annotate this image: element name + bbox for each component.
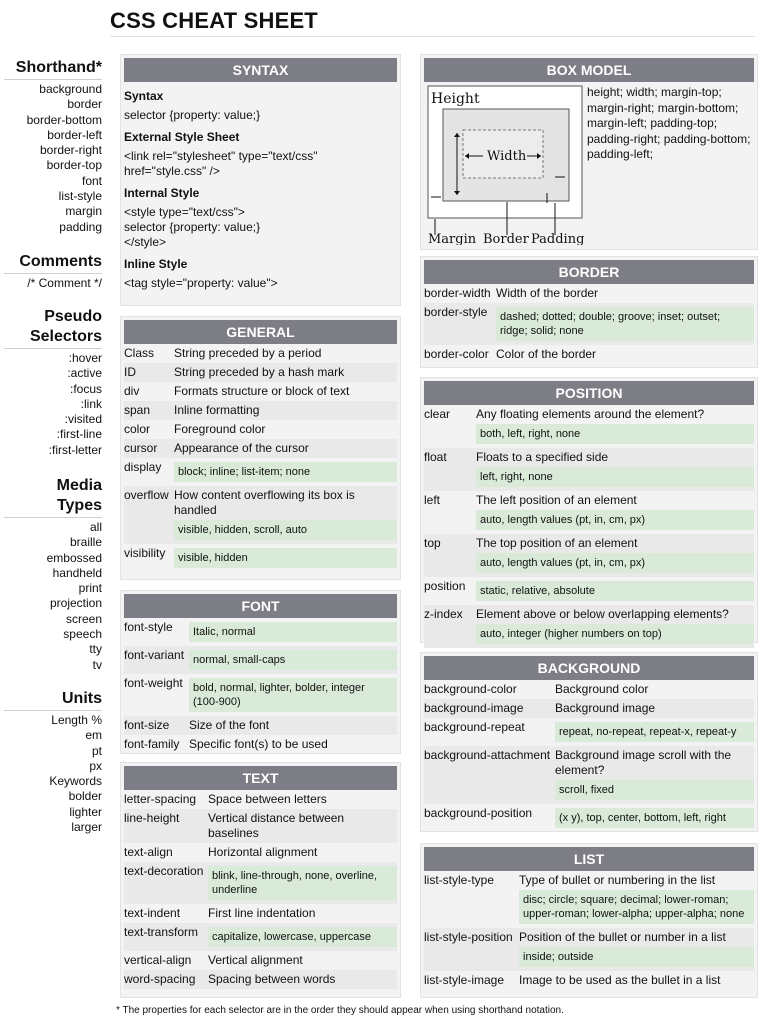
- sidebar-list-item: pt: [91, 743, 102, 758]
- property-value: [189, 718, 397, 733]
- property-name: cursor: [124, 441, 158, 455]
- property-name: clear: [424, 407, 451, 421]
- diagram-height-label: Height: [431, 91, 480, 107]
- property-value: [174, 546, 397, 570]
- property-description: Element above or below overlapping elements?: [476, 607, 729, 621]
- property-row: [124, 735, 397, 754]
- syntax-code: [124, 276, 397, 291]
- property-values-badge: auto, integer (higher numbers on top): [476, 624, 754, 644]
- property-description: Background image scroll with the element?: [555, 748, 732, 777]
- property-description: Foreground color: [174, 422, 266, 436]
- property-row: [124, 439, 397, 458]
- syntax-code-line: selector {property: value;}: [124, 220, 261, 234]
- property-value: [208, 953, 397, 968]
- property-values-badge: auto, length values (pt, in, cm, px): [476, 510, 754, 530]
- syntax-header: SYNTAX: [124, 58, 397, 82]
- property-description: Width of the border: [496, 286, 599, 300]
- property-name: background-attachment: [424, 748, 551, 762]
- property-row: [124, 904, 397, 923]
- sidebar-list-item: border-right: [39, 143, 102, 158]
- property-name: text-align: [124, 845, 173, 859]
- property-row: [124, 716, 397, 735]
- background-rows: [424, 680, 754, 832]
- property-description: Position of the bullet or number in a list: [519, 930, 726, 944]
- sidebar-list-item: :hover: [68, 351, 102, 365]
- syntax-code-line: selector {property: value;}: [124, 108, 261, 122]
- property-description: String preceded by a period: [174, 346, 322, 360]
- property-value: [208, 792, 397, 807]
- property-description: Any floating elements around the element?: [476, 407, 705, 421]
- property-row: [124, 401, 397, 420]
- property-description: Vertical alignment: [208, 953, 303, 967]
- syntax-code-line: href="style.css" />: [124, 164, 220, 178]
- property-value: [476, 493, 754, 532]
- property-values-badge: disc; circle; square; decimal; lower-roman; upper-roman; lower-alpha; upper-alpha; none: [519, 890, 754, 924]
- syntax-code-line: <link rel="stylesheet" type="text/css": [124, 149, 318, 163]
- property-values-badge: (x y), top, center, bottom, left, right: [555, 808, 754, 828]
- syntax-section-label: External Style Sheet: [124, 130, 240, 144]
- property-values-badge: scroll, fixed: [555, 780, 754, 800]
- property-description: Appearance of the cursor: [174, 441, 309, 455]
- property-row: [124, 458, 397, 486]
- property-value: [208, 864, 397, 902]
- units-heading: Units: [4, 689, 102, 711]
- property-row: [424, 680, 754, 699]
- property-value: [519, 930, 754, 969]
- position-header: POSITION: [424, 381, 754, 405]
- property-name: div: [124, 384, 140, 398]
- property-value: [519, 973, 754, 988]
- property-name: border-color: [424, 347, 489, 361]
- property-value: [496, 305, 754, 343]
- property-name: background-image: [424, 701, 524, 715]
- comments-heading: Comments: [4, 252, 102, 274]
- property-value: [174, 346, 397, 361]
- property-name: z-index: [424, 607, 463, 621]
- diagram-width-label: Width: [487, 149, 527, 164]
- sidebar-list-item: lighter: [69, 804, 102, 819]
- border-panel: [420, 256, 758, 368]
- property-name: background-repeat: [424, 720, 525, 734]
- units-list: [4, 713, 102, 835]
- property-row: [124, 646, 397, 674]
- syntax-code: [124, 149, 397, 179]
- background-panel: [420, 652, 758, 832]
- property-name: border-width: [424, 286, 491, 300]
- property-row: [424, 284, 754, 303]
- property-row: [124, 382, 397, 401]
- property-description: Inline formatting: [174, 403, 260, 417]
- text-header: TEXT: [124, 766, 397, 790]
- property-values-badge: block; inline; list-item; none: [174, 462, 397, 482]
- diagram-margin-label: Margin: [428, 232, 477, 245]
- property-row: [124, 923, 397, 951]
- property-name: vertical-align: [124, 953, 192, 967]
- property-value: [208, 906, 397, 921]
- property-value: [208, 845, 397, 860]
- shorthand-list: [4, 82, 102, 235]
- property-values-badge: visible, hidden, scroll, auto: [174, 520, 397, 540]
- sidebar-list-item: background: [39, 82, 102, 96]
- syntax-code-line: </style>: [124, 235, 167, 249]
- property-row: [124, 544, 397, 572]
- property-row: [424, 605, 754, 648]
- property-value: [476, 607, 754, 646]
- property-row: [424, 577, 754, 605]
- sidebar-list-item: padding: [59, 219, 102, 234]
- property-name: span: [124, 403, 151, 417]
- property-values-badge: auto, length values (pt, in, cm, px): [476, 553, 754, 573]
- syntax-code: [124, 205, 397, 250]
- pseudo-heading-1: Pseudo: [44, 308, 102, 325]
- syntax-panel: [120, 54, 401, 306]
- sidebar-list-item: border: [67, 97, 102, 112]
- general-rows: [124, 344, 397, 572]
- property-row: [424, 718, 754, 746]
- syntax-code: [124, 108, 397, 123]
- property-row: [424, 804, 754, 832]
- property-values-badge: inside; outside: [519, 947, 754, 967]
- property-name: font-family: [124, 737, 180, 751]
- sidebar-list-item: :link: [80, 396, 102, 411]
- media-list: [4, 520, 102, 673]
- property-value: [208, 972, 397, 987]
- sidebar-list-item: :visited: [64, 412, 102, 427]
- sidebar-list-item: projection: [49, 596, 102, 611]
- property-row: [124, 420, 397, 439]
- sidebar-list-item: :first-line: [56, 427, 102, 442]
- syntax-body: [121, 82, 400, 291]
- sidebar-list-item: font: [81, 173, 102, 188]
- property-name: border-style: [424, 305, 488, 319]
- sidebar-list-item: :focus: [69, 381, 102, 396]
- property-value: [476, 579, 754, 603]
- footnote: * The properties for each selector are in the order they should appear when using shorthand notation.: [116, 1005, 564, 1016]
- property-row: [424, 699, 754, 718]
- property-row: [124, 970, 397, 989]
- text-rows: [124, 790, 397, 989]
- sidebar-shorthand: [4, 58, 102, 235]
- property-values-badge: Italic, normal: [189, 622, 397, 642]
- property-values-badge: static, relative, absolute: [476, 581, 754, 601]
- title-divider: [110, 36, 755, 37]
- property-value: [519, 873, 754, 926]
- sidebar-list-item: em: [85, 728, 102, 743]
- property-value: [496, 347, 754, 362]
- sidebar-list-item: border-left: [47, 127, 102, 142]
- property-name: list-style-type: [424, 873, 495, 887]
- property-name: left: [424, 493, 441, 507]
- property-row: [424, 345, 754, 364]
- property-value: [476, 536, 754, 575]
- property-description: Size of the font: [189, 718, 270, 732]
- property-row: [424, 871, 754, 928]
- list-rows: [424, 871, 754, 990]
- property-row: [424, 928, 754, 971]
- sidebar-list-item: Keywords: [49, 774, 102, 789]
- sidebar-list-item: handheld: [52, 565, 102, 580]
- syntax-code-line: <tag style="property: value">: [124, 276, 278, 290]
- property-description: Image to be used as the bullet in a list: [519, 973, 721, 987]
- property-name: font-size: [124, 718, 170, 732]
- property-value: [174, 488, 397, 542]
- property-description: Color of the border: [496, 347, 597, 361]
- property-description: Spacing between words: [208, 972, 336, 986]
- sidebar-list-item: border-top: [46, 158, 102, 173]
- syntax-section-label: Syntax: [124, 89, 164, 103]
- property-name: font-variant: [124, 648, 185, 662]
- property-description: The left position of an element: [476, 493, 637, 507]
- property-description: String preceded by a hash mark: [174, 365, 345, 379]
- pseudo-list: [4, 351, 102, 458]
- list-header: LIST: [424, 847, 754, 871]
- sidebar-list-item: bolder: [68, 789, 102, 804]
- sidebar-list-item: :first-letter: [48, 442, 102, 457]
- property-description: The top position of an element: [476, 536, 638, 550]
- general-panel: [120, 316, 401, 580]
- sidebar-list-item: :active: [67, 366, 102, 381]
- sidebar-list-item: print: [78, 581, 102, 596]
- property-name: text-indent: [124, 906, 181, 920]
- property-row: [124, 344, 397, 363]
- sidebar-media: [4, 476, 102, 673]
- property-name: background-color: [424, 682, 517, 696]
- sidebar-list-item: /* Comment */: [27, 276, 102, 290]
- sidebar-list-item: Length %: [51, 713, 102, 727]
- sidebar-list-item: border-bottom: [26, 112, 102, 127]
- comments-list: [4, 276, 102, 291]
- property-value: [555, 806, 754, 830]
- media-heading-2: Types: [4, 496, 102, 518]
- box-model-header: BOX MODEL: [424, 58, 754, 82]
- property-row: [124, 862, 397, 904]
- background-header: BACKGROUND: [424, 656, 754, 680]
- border-header: BORDER: [424, 260, 754, 284]
- syntax-section-label: Inline Style: [124, 257, 188, 271]
- property-value: [174, 441, 397, 456]
- property-name: text-decoration: [124, 864, 204, 878]
- property-name: letter-spacing: [124, 792, 197, 806]
- box-model-panel: [420, 54, 758, 250]
- property-value: [174, 460, 397, 484]
- property-row: [424, 491, 754, 534]
- property-value: [174, 403, 397, 418]
- property-description: Background image: [555, 701, 656, 715]
- property-description: Horizontal alignment: [208, 845, 318, 859]
- property-row: [124, 809, 397, 843]
- property-value: [476, 450, 754, 489]
- property-value: [555, 720, 754, 744]
- font-header: FONT: [124, 594, 397, 618]
- property-name: visibility: [124, 546, 166, 560]
- property-values-badge: normal, small-caps: [189, 650, 397, 670]
- property-name: text-transform: [124, 925, 199, 939]
- property-value: [208, 925, 397, 949]
- property-description: How content overflowing its box is handled: [174, 488, 355, 517]
- text-panel: [120, 762, 401, 998]
- property-name: list-style-position: [424, 930, 513, 944]
- property-values-badge: both, left, right, none: [476, 424, 754, 444]
- page-title: CSS CHEAT SHEET: [110, 8, 318, 33]
- property-row: [124, 951, 397, 970]
- box-model-diagram: [427, 85, 585, 245]
- property-name: word-spacing: [124, 972, 196, 986]
- property-value: [189, 648, 397, 672]
- property-row: [124, 486, 397, 544]
- sidebar-list-item: px: [89, 758, 102, 773]
- property-name: ID: [124, 365, 136, 379]
- sidebar-list-item: embossed: [46, 550, 102, 565]
- property-value: [555, 748, 754, 802]
- property-row: [424, 405, 754, 448]
- property-value: [189, 737, 397, 752]
- syntax-section-label: Internal Style: [124, 186, 200, 200]
- property-values-badge: bold, normal, lighter, bolder, integer (100-900): [189, 678, 397, 712]
- border-rows: [424, 284, 754, 364]
- property-name: Class: [124, 346, 155, 360]
- sidebar-list-item: screen: [65, 611, 102, 626]
- pseudo-heading-2: Selectors: [4, 327, 102, 349]
- property-row: [424, 971, 754, 990]
- property-description: Vertical distance between baselines: [208, 811, 345, 840]
- property-value: [476, 407, 754, 446]
- position-panel: [420, 377, 758, 643]
- sidebar-list-item: larger: [71, 820, 102, 835]
- media-heading-1: Media: [56, 477, 102, 494]
- property-name: float: [424, 450, 447, 464]
- property-value: [496, 286, 754, 301]
- diagram-border-label: Border: [483, 232, 529, 245]
- font-panel: [120, 590, 401, 754]
- property-value: [555, 682, 754, 697]
- property-description: Background color: [555, 682, 649, 696]
- property-name: position: [424, 579, 466, 593]
- property-value: [555, 701, 754, 716]
- property-value: [189, 676, 397, 714]
- sidebar-comments: [4, 252, 102, 291]
- sidebar-list-item: braille: [69, 535, 102, 550]
- sidebar-list-item: margin: [65, 204, 102, 219]
- shorthand-heading: Shorthand*: [4, 58, 102, 80]
- property-description: Floats to a specified side: [476, 450, 609, 464]
- property-values-badge: repeat, no-repeat, repeat-x, repeat-y: [555, 722, 754, 742]
- property-name: top: [424, 536, 441, 550]
- property-value: [174, 422, 397, 437]
- property-description: First line indentation: [208, 906, 316, 920]
- property-values-badge: dashed; dotted; double; groove; inset; outset; ridge; solid; none: [496, 307, 754, 341]
- property-value: [174, 384, 397, 399]
- property-row: [124, 363, 397, 382]
- property-row: [424, 746, 754, 804]
- property-name: font-style: [124, 620, 173, 634]
- property-name: font-weight: [124, 676, 183, 690]
- property-name: overflow: [124, 488, 169, 502]
- property-value: [208, 811, 397, 841]
- diagram-padding-label: Padding: [531, 232, 585, 245]
- syntax-code-line: <style type="text/css">: [124, 205, 245, 219]
- property-values-badge: left, right, none: [476, 467, 754, 487]
- property-row: [124, 790, 397, 809]
- general-header: GENERAL: [124, 320, 397, 344]
- position-rows: [424, 405, 754, 648]
- box-model-description: height; width; margin-top; margin-right; margin-bottom; margin-left; padding-top; padding-right; padding-bottom; padding-left;: [587, 85, 751, 161]
- property-description: Type of bullet or numbering in the list: [519, 873, 716, 887]
- property-name: display: [124, 460, 162, 474]
- sidebar-list-item: speech: [63, 627, 102, 642]
- property-row: [124, 843, 397, 862]
- property-row: [424, 448, 754, 491]
- property-value: [189, 620, 397, 644]
- property-description: Space between letters: [208, 792, 327, 806]
- property-description: Formats structure or block of text: [174, 384, 350, 398]
- property-name: list-style-image: [424, 973, 505, 987]
- property-row: [124, 674, 397, 716]
- property-name: line-height: [124, 811, 180, 825]
- property-name: color: [124, 422, 151, 436]
- sidebar-list-item: all: [89, 520, 102, 534]
- sidebar-list-item: list-style: [58, 189, 102, 204]
- font-rows: [124, 618, 397, 754]
- property-row: [124, 618, 397, 646]
- property-description: Specific font(s) to be used: [189, 737, 328, 751]
- property-values-badge: capitalize, lowercase, uppercase: [208, 927, 397, 947]
- property-row: [424, 534, 754, 577]
- sidebar-units: [4, 689, 102, 835]
- property-value: [174, 365, 397, 380]
- sidebar-list-item: tv: [92, 657, 102, 672]
- sidebar-pseudo: [4, 307, 102, 458]
- property-values-badge: blink, line-through, none, overline, underline: [208, 866, 397, 900]
- property-name: background-position: [424, 806, 533, 820]
- list-panel: [420, 843, 758, 998]
- property-row: [424, 303, 754, 345]
- property-values-badge: visible, hidden: [174, 548, 397, 568]
- sidebar-list-item: tty: [89, 642, 102, 657]
